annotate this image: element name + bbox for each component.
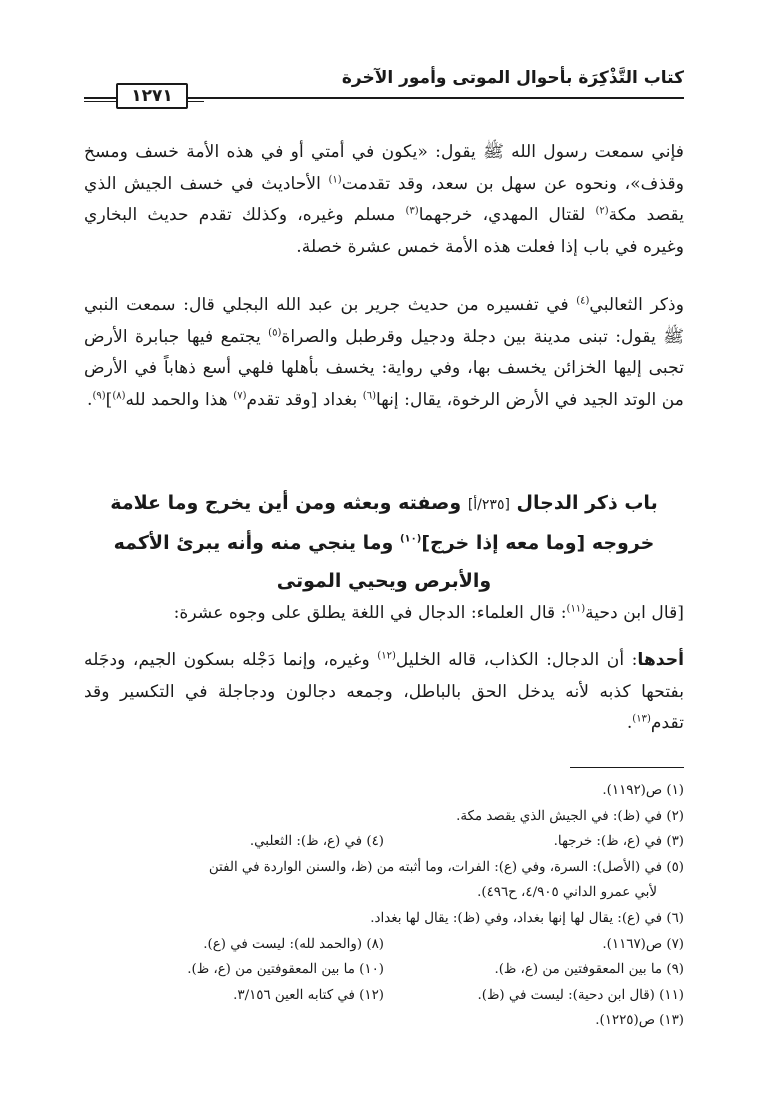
- footnote-ref-12[interactable]: (١٢): [377, 650, 396, 662]
- footnote-ref-11[interactable]: (١١): [566, 603, 586, 615]
- footnote-5-continued: لأبي عمرو الداني ٤/٩٠٥، ح٤٩٦).: [477, 885, 657, 901]
- manuscript-folio-ref: [٢٣٥/أ]: [467, 497, 510, 513]
- p2-text-4: بغداد [وقد تقدم: [246, 389, 363, 410]
- chapter-heading: [84, 484, 684, 600]
- footnote-ref-8[interactable]: (٨): [112, 389, 126, 401]
- paragraph-1: [84, 137, 684, 263]
- p1-text-1: فإني سمعت رسول الله ﷺ يقول: «يكون في أمتي أو في هذه الأمة خسف ومسخ وقذف»، ونحوه عن سهل بن سعد، وقد تقدمت: [84, 142, 684, 194]
- footnote-ref-2[interactable]: (٢): [595, 205, 609, 217]
- footnote-1: (١) ص(١١٩٢).: [602, 783, 684, 798]
- page-number: ١٢٧١: [116, 83, 188, 109]
- footnote-2: (٢) في (ظ): في الجيش الذي يقصد مكة.: [456, 808, 684, 824]
- p2-text-2: في تفسيره من حديث جرير بن عبد الله البجلي قال: سمعت النبي ﷺ يقول: تبنى مدينة بين دجلة ودجيل وقرطبل والصراة: [84, 295, 684, 347]
- book-title: كتاب التَّذْكِرَة بأحوال الموتى وأمور الآخرة: [341, 68, 684, 88]
- footnote-ref-5[interactable]: (٥): [268, 326, 282, 338]
- footnote-4: (٤) في (ع، ظ): الثعلبي.: [249, 834, 384, 850]
- footnote-ref-1[interactable]: (١): [328, 173, 342, 185]
- footnote-ref-6[interactable]: (٦): [362, 389, 376, 401]
- footnote-8: (٨) (والحمد لله): ليست في (ع).: [203, 936, 384, 952]
- footnote-11: (١١) (قال ابن دحية): ليست في (ظ).: [477, 987, 684, 1003]
- p1-text-3: لقتال المهدي، خرجهما: [418, 205, 596, 225]
- footnote-9: (٩) ما بين المعقوفتين من (ع، ظ).: [494, 962, 684, 978]
- p2-text-1: وذكر الثعالبي: [589, 295, 684, 315]
- footnote-ref-9[interactable]: (٩): [92, 389, 106, 401]
- footnote-ref-10[interactable]: (١٠): [399, 533, 422, 545]
- p3-text-1: [قال ابن دحية: [585, 603, 684, 623]
- footnote-ref-13[interactable]: (١٣): [632, 713, 651, 725]
- heading-text-2: وصفته وبعثه ومن أين يخرج وما علامة خروجه [وما معه إذا خرج]: [110, 492, 655, 554]
- paragraph-2: [84, 290, 684, 416]
- p2-text-7: .: [86, 389, 93, 410]
- footnote-row-9-10: [84, 957, 684, 983]
- p4-lead-word: أحدها: [637, 650, 684, 670]
- footnote-separator: [570, 767, 684, 768]
- footnote-row-7-8: [84, 932, 684, 958]
- p4-text-1: : أن الدجال: الكذاب، قاله الخليل: [395, 650, 638, 670]
- p4-text-3: .: [626, 713, 633, 733]
- footnote-ref-7[interactable]: (٧): [233, 389, 247, 401]
- footnotes: [84, 778, 684, 1034]
- footnote-13: (١٣) ص(١٢٢٥).: [595, 1013, 684, 1029]
- heading-text-1: باب ذكر الدجال: [509, 492, 658, 514]
- p2-text-3: يجتمع فيها جبابرة الأرض تجبى إليها الخزائن يخسف بها، وفي رواية: يخسف بأهلها فلهي أسع ذهاباً في الأرض من الوتد الجيد في الأرض الرخوة، يقال: إنها: [84, 326, 684, 410]
- p1-text-4: مسلم وغيره، وكذلك تقدم حديث البخاري وغيره في باب إذا فعلت هذه الأمة خمس عشرة خصلة.: [84, 205, 684, 257]
- running-header: [84, 64, 684, 108]
- footnote-6: (٦) في (ع): يقال لها إنها بغداد، وفي (ظ): يقال لها بغداد.: [370, 910, 684, 926]
- footnote-row-11-12: [84, 983, 684, 1009]
- heading-text-3: وما ينجي منه وأنه يبرئ الأكمه والأبرص ويحيي الموتى: [113, 532, 492, 592]
- p4-text-2: وغيره، وإنما دَجْله بسكون الجيم، ودجَله بفتحها كذبه لأنه يدخل الحق بالباطل، وجمعه دجالون ودجاجلة في التكسير وقد تقدم: [84, 650, 684, 733]
- footnote-3: (٣) في (ع، ظ): خرجها.: [553, 834, 684, 850]
- footnote-10: (١٠) ما بين المعقوفتين من (ع، ظ).: [187, 962, 384, 978]
- footnote-12: (١٢) في كتابه العين ٣/١٥٦.: [233, 987, 384, 1003]
- footnote-ref-4[interactable]: (٤): [576, 295, 590, 307]
- footnote-7: (٧) ص(١١٦٧).: [602, 936, 684, 952]
- footnote-ref-3[interactable]: (٣): [405, 205, 419, 217]
- p2-text-5: هذا والحمد لله: [125, 389, 234, 410]
- footnote-5: (٥) في (الأصل): السرة، وفي (ع): الفرات، وما أثبته من (ظ، والسنن الواردة في الفتن: [208, 859, 684, 875]
- p3-text-2: : قال العلماء: الدجال في اللغة يطلق على وجوه عشرة:: [173, 603, 567, 623]
- paragraph-3: [84, 598, 684, 630]
- footnote-row-3-4: [84, 829, 684, 855]
- paragraph-4: [84, 645, 684, 740]
- p1-text-2: الأحاديث في خسف الجيش الذي يقصد مكة: [84, 173, 685, 225]
- p2-text-6: ]: [105, 389, 113, 410]
